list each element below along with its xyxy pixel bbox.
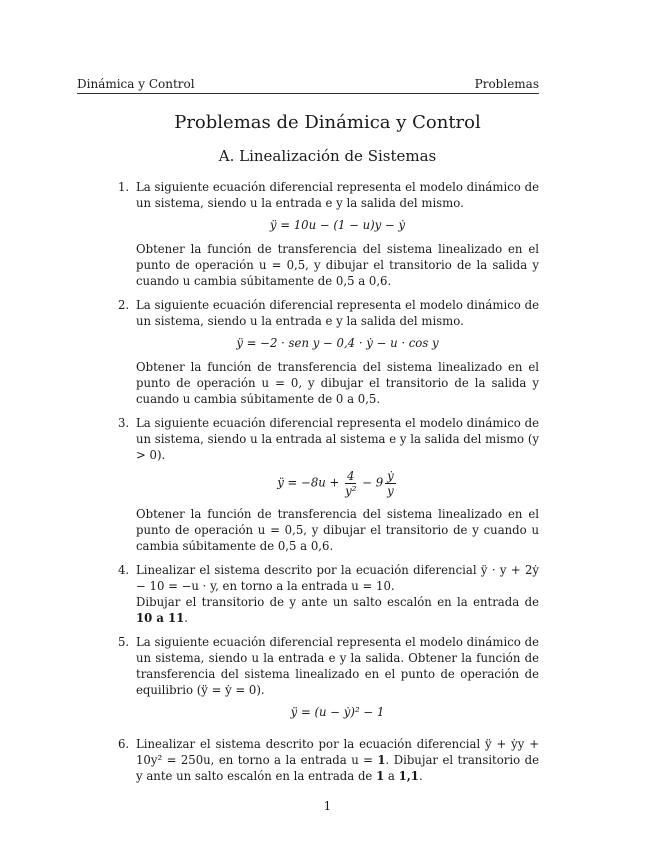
header-right: Problemas bbox=[474, 77, 539, 91]
fraction-numerator: 4 bbox=[347, 469, 355, 483]
document-title: Problemas de Dinámica y Control bbox=[174, 112, 481, 133]
text-emphasis: 1,1 bbox=[398, 769, 419, 783]
problem-6 bbox=[118, 736, 539, 784]
problem-intro: Linealizar el sistema descrito por la ecuación diferencial ÿ · y + 2ẏ − 10 = −u · y, en torno a la entrada u = 10. bbox=[136, 563, 539, 593]
problem-2 bbox=[118, 297, 539, 407]
fraction-numerator: ẏ bbox=[387, 469, 394, 483]
problem-number: 5. bbox=[118, 635, 130, 649]
problem-task: Obtener la función de transferencia del sistema linealizado en el punto de operación u = 0, y dibujar el transitorio de la salida y cuando u cambia súbitamente de 0 a 0,5. bbox=[136, 360, 539, 406]
problem-number: 1. bbox=[118, 180, 130, 194]
problem-intro: La siguiente ecuación diferencial representa el modelo dinámico de un sistema, siendo u la entrada e y la salida del mismo. bbox=[136, 180, 539, 210]
problem-number: 3. bbox=[118, 416, 130, 430]
text-emphasis: 1 bbox=[377, 753, 386, 767]
task-emphasis: 10 a 11 bbox=[136, 611, 185, 625]
task-text: Dibujar el transitorio de y ante un salto escalón en la entrada de bbox=[136, 595, 539, 609]
header-left: Dinámica y Control bbox=[77, 77, 195, 91]
problem-intro bbox=[136, 736, 539, 784]
problem-intro: La siguiente ecuación diferencial representa el modelo dinámico de un sistema, siendo u la entrada e y la salida. Obtener la función de transferencia del sistema linealizado en el punto de operación de equilibrio (ÿ = ẏ = 0). bbox=[136, 635, 539, 697]
equation-fraction bbox=[385, 469, 396, 498]
fraction-denominator: y² bbox=[345, 484, 357, 498]
page-number: 1 bbox=[323, 799, 332, 813]
problem-number: 4. bbox=[118, 563, 130, 577]
problem-equation: ÿ = (u − ẏ)² − 1 bbox=[290, 705, 385, 719]
problem-equation: ÿ = −2 · sen y − 0,4 · ẏ − u · cos y bbox=[236, 336, 439, 350]
problem-5 bbox=[118, 634, 539, 720]
problem-task: Obtener la función de transferencia del sistema linealizado en el punto de operación u = 0,5, y dibujar el transitorio de la salida y cuando u cambia súbitamente de 0,5 a 0,6. bbox=[136, 242, 539, 288]
section-heading: A. Linealización de Sistemas bbox=[218, 147, 437, 165]
problem-intro: La siguiente ecuación diferencial representa el modelo dinámico de un sistema, siendo u la entrada al sistema e y la salida del mismo (y > 0). bbox=[136, 416, 539, 462]
problem-intro: La siguiente ecuación diferencial representa el modelo dinámico de un sistema, siendo u la entrada e y la salida del mismo. bbox=[136, 298, 539, 328]
equation-part: − 9 bbox=[362, 475, 384, 490]
problem-number: 6. bbox=[118, 737, 130, 751]
problem-equation bbox=[136, 469, 539, 498]
text-emphasis: 1 bbox=[376, 769, 385, 783]
running-header bbox=[77, 77, 539, 94]
text-part: . bbox=[418, 769, 423, 783]
problem-task bbox=[136, 594, 539, 626]
equation-part: ÿ = −8u + bbox=[277, 475, 340, 490]
equation-fraction bbox=[345, 469, 356, 498]
text-part: Linealizar el sistema descrito por la ecuación diferencial ÿ + ẏy + 10y² = 250u, en torno a la entrada u = bbox=[136, 737, 539, 767]
problem-equation: ÿ = 10u − (1 − u)y − ẏ bbox=[269, 218, 406, 232]
text-part: . Dibujar el transitorio de y ante un salto escalón en la entrada de bbox=[136, 753, 539, 783]
problem-list bbox=[118, 179, 539, 784]
problem-number: 2. bbox=[118, 298, 130, 312]
problem-4 bbox=[118, 562, 539, 626]
problem-3 bbox=[118, 415, 539, 554]
text-part: a bbox=[384, 769, 399, 783]
task-text: . bbox=[184, 611, 188, 625]
problem-task: Obtener la función de transferencia del sistema linealizado en el punto de operación u = 0,5, y dibujar el transitorio de y cuando u cambia súbitamente de 0,5 a 0,6. bbox=[136, 507, 539, 553]
fraction-denominator: y bbox=[387, 484, 394, 498]
problem-1 bbox=[118, 179, 539, 289]
